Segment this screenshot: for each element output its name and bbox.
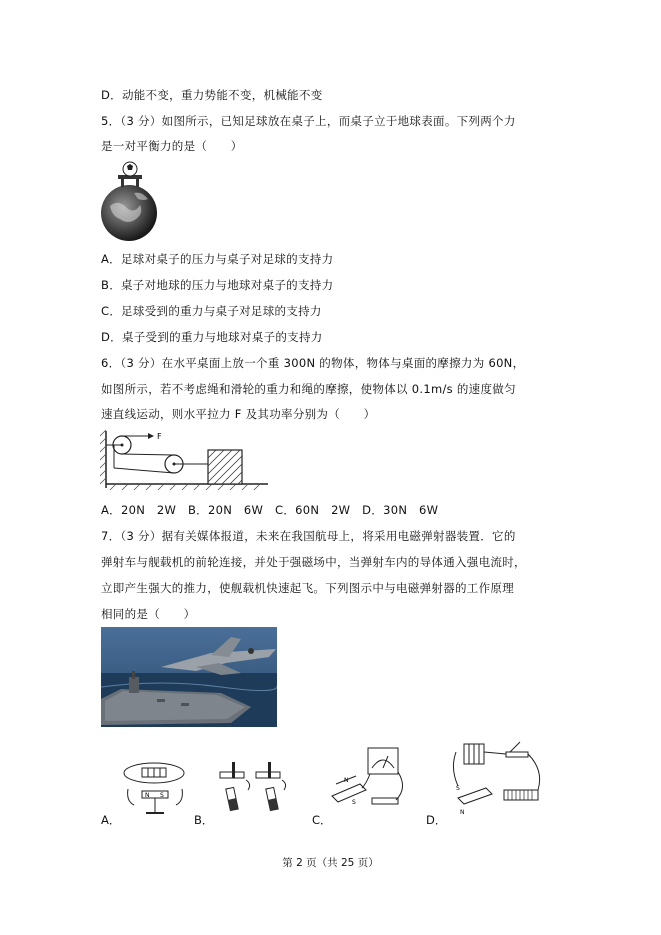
q5-stem-line-2: 是一对平衡力的是（ ） [101,139,243,153]
q7-option-a-label: A． [101,813,121,827]
q5-option-a: A．足球对桌子的压力与桌子对足球的支持力 [101,252,334,266]
q7-figure-b [212,760,292,816]
page-footer: 第 2 页（共 25 页） [282,857,379,869]
q6-stem-line-2: 如图所示，若不考虑绳和滑轮的重力和绳的摩擦，使物体以 0.1m/s 的速度做匀 [101,382,516,396]
q7-a-south-label: S [160,792,164,799]
q7-figure-d [448,738,548,818]
q7-stem-line-3: 立即产生强大的推力，使舰载机快速起飞。下列图示中与电磁弹射器的工作原理 [101,581,514,595]
q6-figure-pulley-system [100,428,270,493]
q7-d-north-label: N [460,809,465,816]
q7-option-b-label: B． [194,813,214,827]
q7-photo-carrier-jet [101,627,277,727]
q7-c-north-label: N [344,777,349,784]
q7-stem-line-4: 相同的是（ ） [101,607,196,621]
q7-option-d-label: D． [426,813,447,827]
q6-figure-force-label: F [157,432,162,441]
q5-stem-line-1: 5．（3 分）如图所示，已知足球放在桌子上，而桌子立于地球表面。下列两个力 [101,114,516,128]
q6-stem-line-1: 6．（3 分）在水平桌面上放一个重 300N 的物体，物体与桌面的摩擦力为 60N， [101,356,525,370]
q7-a-north-label: N [145,792,150,799]
q4-option-d: D．动能不变，重力势能不变，机械能不变 [101,88,323,102]
q5-option-d: D．桌子受到的重力与地球对桌子的支持力 [101,330,323,344]
q6-options: A．20N 2W B．20N 6W C．60N 2W D．30N 6W [101,503,439,517]
q5-option-b: B．桌子对地球的压力与地球对桌子的支持力 [101,278,334,292]
q7-figure-c [322,744,412,816]
q7-d-south-label: S [456,785,460,792]
q7-stem-line-2: 弹射车与舰载机的前轮连接，并处于强磁场中，当弹射车内的导体通入强电流时， [101,555,526,569]
q5-option-c: C．足球受到的重力与桌子对足球的支持力 [101,304,322,318]
q5-figure-ball-table-earth [100,161,160,243]
q6-stem-line-3: 速直线运动，则水平拉力 F 及其功率分别为（ ） [101,407,376,421]
q7-figure-a [118,757,190,821]
q7-stem-line-1: 7．（3 分）据有关媒体报道，未来在我国航母上，将采用电磁弹射器装置．它的 [101,529,516,543]
q7-c-south-label: S [352,799,356,806]
q7-option-c-label: C． [312,813,332,827]
